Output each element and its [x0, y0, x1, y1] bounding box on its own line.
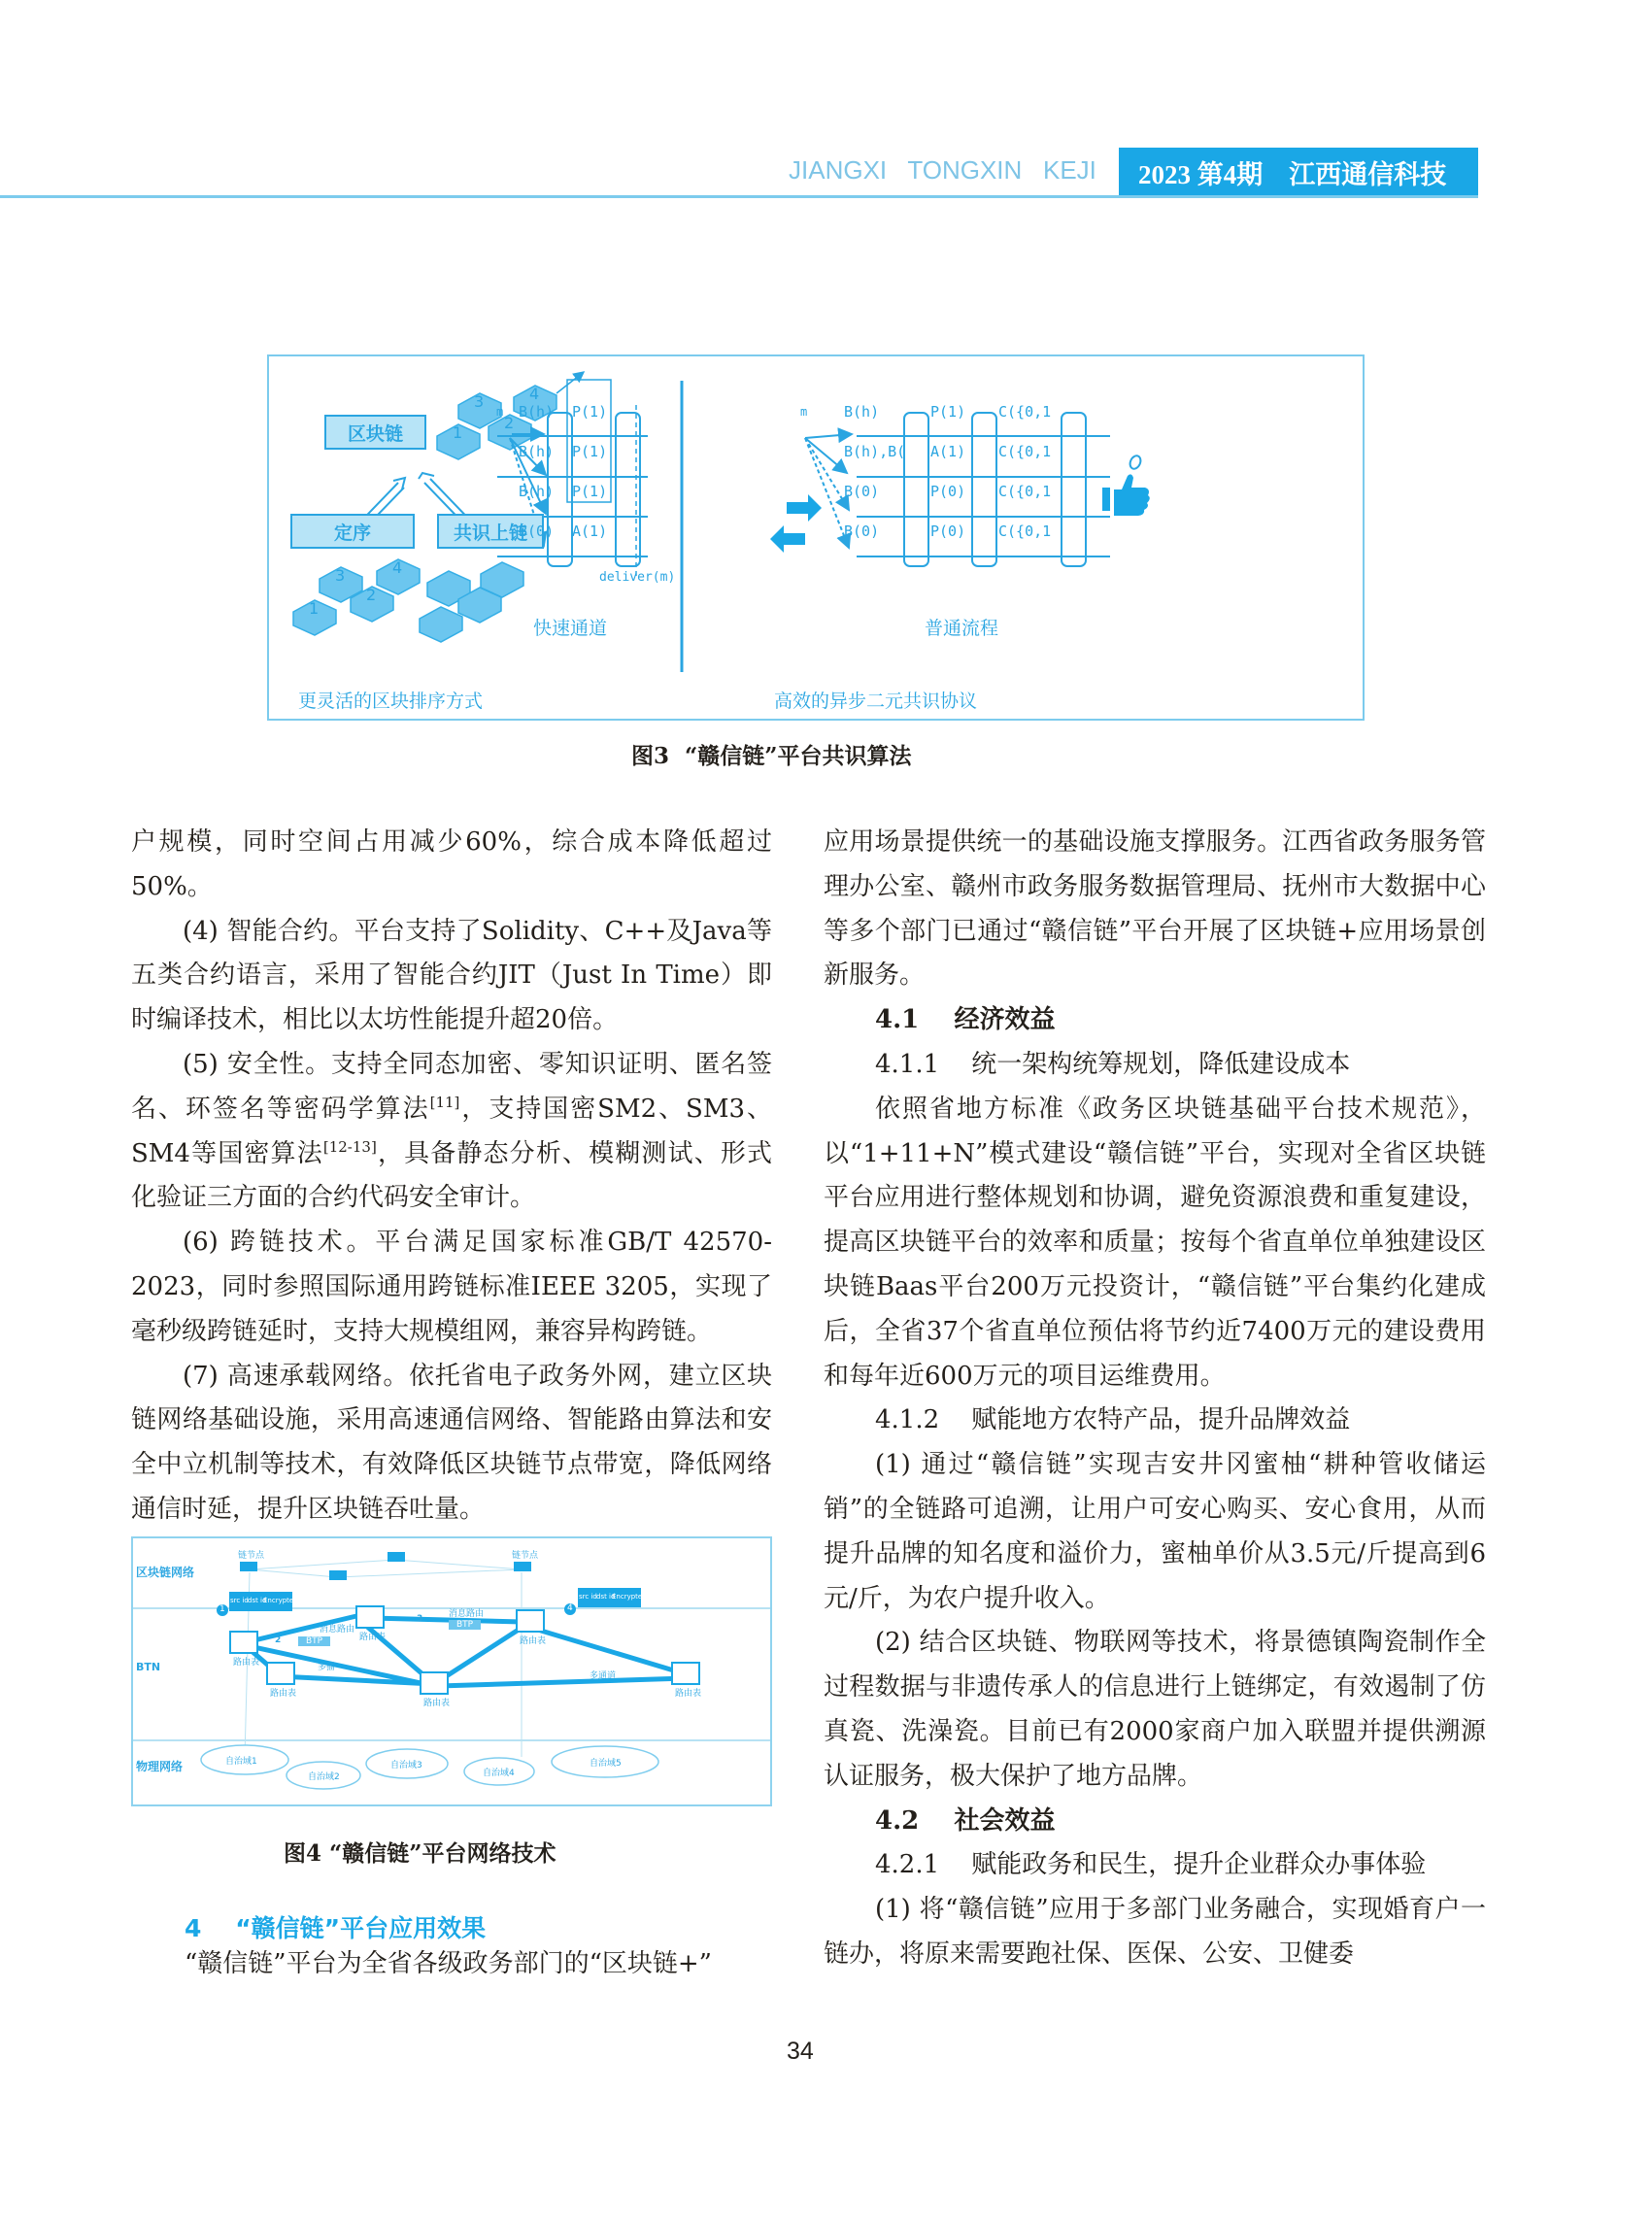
header-rule [0, 195, 1478, 198]
btp-label: BTP [298, 1636, 330, 1646]
section-4-intro-left [185, 1942, 777, 1987]
blocks-consensus [420, 562, 523, 642]
figure-3 [267, 354, 1365, 721]
left-column [131, 821, 772, 1533]
layer-physical-network: 物理网络 [136, 1760, 184, 1773]
domain-label: 自治域4 [483, 1769, 515, 1778]
paragraph-smart-contract: (4) 智能合约。平台支持了Solidity、C++及Java等五类合约语言，采用了智能合约JIT（Just In Time）即时编译技术，相比以太坊性能提升超20倍。 [131, 916, 772, 1035]
page-number: 34 [787, 2038, 814, 2065]
left-panel-caption: 更灵活的区块排序方式 [298, 691, 484, 712]
fast-input: B(h) [519, 483, 555, 500]
block-number: 2 [366, 586, 377, 604]
paragraph: “赣信链”平台为全省各级政务部门的“区块链+” [185, 1949, 712, 1978]
paragraph: (1) 通过“赣信链”实现吉安井冈蜜柚“耕种管收储运销”的全链路可追溯，让用户可安心购买、安心食用，从而提升品牌的知名度和溢价力，蜜柚单价从3.5元/斤提高到6元/斤，为农户提升收入。 [824, 1450, 1486, 1613]
citation: [11] [429, 1093, 460, 1111]
normal-input: B(0) [844, 523, 880, 540]
fast-input: B(0) [519, 523, 555, 540]
paragraph-cross-chain: (6) 跨链技术。平台满足国家标准GB/T 42570-2023，同时参照国际通用跨链标准IEEE 3205，实现了毫秒级跨链延时，支持大规模组网，兼容异构跨链。 [131, 1228, 772, 1346]
packet-dst: dst id [248, 1597, 267, 1604]
section-4-2-1-heading: 4.2.1 赋能政务和民生，提升企业群众办事体验 [875, 1850, 1427, 1880]
fast-sender: m [496, 405, 504, 419]
fast-input: B(h) [519, 403, 555, 421]
step-number: 4 [567, 1603, 573, 1613]
citation: [12-13] [322, 1137, 377, 1156]
paragraph: 户规模，同时空间占用减少60%，综合成本降低超过50%。 [131, 827, 772, 901]
normal-input: B(h) [844, 403, 880, 421]
section-4-1-2-heading: 4.1.2 赋能地方农特产品，提升品牌效益 [875, 1405, 1351, 1435]
section-4-1-1-heading: 4.1.1 统一架构统筹规划，降低建设成本 [875, 1049, 1351, 1079]
normal-path-label: 普通流程 [925, 618, 999, 639]
normal-input: B(0) [844, 483, 880, 500]
btp-label: BTP [449, 1620, 481, 1630]
right-column [824, 821, 1486, 1977]
block-number: 1 [453, 423, 463, 442]
block-number: 3 [335, 566, 346, 585]
journal-name-en: JIANGXI TONGXIN KEJI [789, 155, 1096, 185]
step-number: 2 [275, 1635, 282, 1645]
figure-4-caption: 图4 “赣信链”平台网络技术 [284, 1840, 556, 1867]
normal-commit: C({0,1 [998, 403, 1052, 421]
fast-vote: P(1) [572, 483, 608, 500]
section-4-heading: 4 “赣信链”平台应用效果 [185, 1914, 487, 1942]
msg-route-label: 消息路由 [449, 1609, 485, 1619]
fast-input: B(h) [519, 443, 555, 460]
fast-path-label: 快速通道 [533, 618, 608, 639]
consensus-box: 共识上链 [437, 514, 544, 549]
route-table-label: 路由表 [233, 1658, 260, 1668]
paragraph-security [131, 1043, 772, 1221]
normal-vote: P(0) [930, 523, 966, 540]
layer-blockchain-network: 区块链网络 [136, 1566, 195, 1579]
step-number: 1 [219, 1604, 225, 1614]
route-table-label: 路由表 [675, 1689, 702, 1699]
coin-icon [1129, 455, 1143, 471]
right-panel-caption: 高效的异步二元共识协议 [774, 691, 978, 712]
msg-route-label: 消息路由 [320, 1625, 355, 1635]
text: ，具备静态分析、模糊测试、形式化验证三方面的合约代码安全审计。 [131, 1138, 772, 1213]
paragraph: 应用场景提供统一的基础设施支撑服务。江西省政务服务管理办公室、赣州市政务服务数据管理局、抚州市大数据中心等多个部门已通过“赣信链”平台开展了区块链+应用场景创新服务。 [824, 827, 1486, 991]
text: (5) 安全性。支持全同态加密、零知识证明、匿名签名、环签名等密码学算法 [131, 1049, 772, 1124]
ordering-box: 定序 [290, 514, 415, 549]
block-number: 3 [474, 392, 485, 411]
figure-3-caption: 图3 “赣信链”平台共识算法 [631, 743, 912, 769]
domain-label: 自治域5 [590, 1759, 622, 1769]
normal-sender: m [800, 405, 808, 419]
packet-data: Encrypted data [263, 1597, 316, 1604]
block-number: 4 [392, 558, 403, 577]
swap-arrows-icon [770, 494, 822, 553]
layer-btn: BTN [136, 1661, 161, 1673]
multicast-label: 多播 [318, 1663, 336, 1672]
chain-node-icons [240, 1552, 531, 1580]
figure-4 [131, 1536, 772, 1806]
paragraph: 依照省地方标准《政务区块链基础平台技术规范》，以“1+11+N”模式建设“赣信链”平台，实现对全省区块链平台应用进行整体规划和协调，避免资源浪费和重复建设，提高区块链平台的效率和质量；按每个省直单位单独建设区块链Baas平台200万元投资计，“赣信链”平台集约化建成后，全省37个省直单位预估将节约近7400万元的建设费用和每年近600万元的项目运维费用。 [824, 1094, 1486, 1391]
deliver-label: deliver(m) [599, 570, 676, 585]
fast-vote: P(1) [572, 403, 608, 421]
chain-node-label: 链节点 [238, 1551, 265, 1561]
block-number: 2 [504, 414, 515, 432]
paragraph: (1) 将“赣信链”应用于多部门业务融合，实现婚育户一链办，将原来需要跑社保、医保、公安、卫健委 [824, 1895, 1486, 1969]
normal-input: B(h),B( [844, 443, 906, 460]
packet-dst: dst id [596, 1593, 616, 1601]
packet-src: src id [579, 1593, 597, 1601]
paragraph-network: (7) 高速承载网络。依托省电子政务外网，建立区块链网络基础设施，采用高速通信网络、智能路由算法和安全中立机制等技术，有效降低区块链节点带宽，降低网络通信时延，提升区块链吞吐量。 [131, 1361, 772, 1524]
text: ，支持国密SM2、SM3、SM4等国密算法 [131, 1094, 772, 1168]
packet-data: Encrypted data [612, 1593, 664, 1601]
multichannel-label: 多通道 [590, 1671, 617, 1681]
block-number: 1 [309, 599, 320, 618]
normal-commit: C({0,1 [998, 523, 1052, 540]
domain-label: 自治域1 [225, 1757, 257, 1767]
normal-vote: P(0) [930, 483, 966, 500]
block-number: 4 [529, 385, 540, 403]
fast-vote: A(1) [572, 523, 608, 540]
issue-banner: 2023 第4期 江西通信科技 [1119, 148, 1478, 196]
domain-label: 自治域3 [390, 1761, 422, 1770]
route-table-label: 路由表 [359, 1633, 387, 1642]
route-table-label: 路由表 [520, 1636, 547, 1646]
chain-node-label: 链节点 [512, 1551, 539, 1561]
paragraph: (2) 结合区块链、物联网等技术，将景德镇陶瓷制作全过程数据与非遗传承人的信息进行上链绑定，有效遏制了仿真瓷、洗澡瓷。目前已有2000家商户加入联盟并提供溯源认证服务，极大保护了地方品牌。 [824, 1628, 1486, 1791]
thumbs-up-icon [1102, 474, 1150, 516]
normal-vote: A(1) [930, 443, 966, 460]
section-4-2-heading: 4.2 社会效益 [875, 1805, 1056, 1836]
normal-commit: C({0,1 [998, 443, 1052, 460]
normal-vote: P(1) [930, 403, 966, 421]
fast-vote: P(1) [572, 443, 608, 460]
section-4-1-heading: 4.1 经济效益 [875, 1005, 1056, 1035]
domain-label: 自治域2 [308, 1772, 340, 1782]
normal-commit: C({0,1 [998, 483, 1052, 500]
step-number: 3 [417, 1614, 423, 1624]
route-table-label: 路由表 [270, 1689, 297, 1699]
route-table-label: 路由表 [423, 1699, 451, 1708]
packet-src: src id [230, 1597, 249, 1604]
blockchain-box: 区块链 [324, 415, 426, 450]
figure-3-graphic [269, 356, 1363, 719]
